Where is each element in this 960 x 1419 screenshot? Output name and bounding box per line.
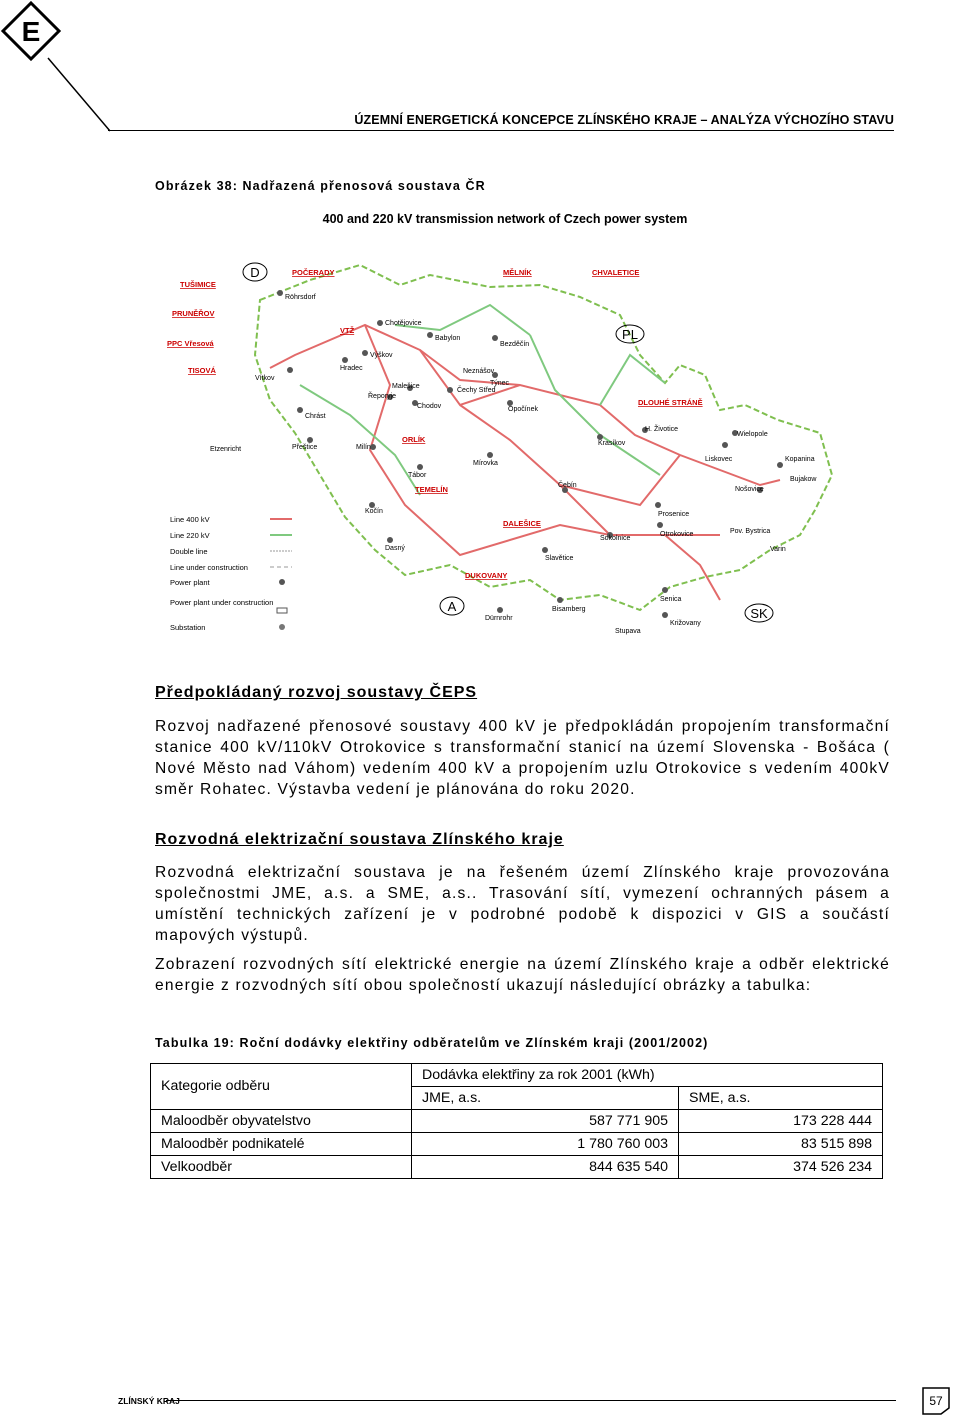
plant-label: DUKOVANY bbox=[465, 571, 508, 580]
row-category: Maloodběr obyvatelstvo bbox=[151, 1110, 412, 1133]
substation-label: Röhrsdorf bbox=[285, 294, 316, 301]
map-title: 400 and 220 kV transmission network of Czech power system bbox=[322, 212, 688, 226]
col-header-category: Kategorie odběru bbox=[151, 1064, 412, 1110]
substation-label: Opočínek bbox=[508, 406, 538, 413]
map-legend bbox=[170, 515, 292, 632]
row-category: Velkoodběr bbox=[151, 1156, 412, 1179]
legend-label: Double line bbox=[170, 547, 208, 556]
plant-label: PRUNĚŘOV bbox=[172, 309, 215, 318]
substation-label: Varin bbox=[770, 546, 786, 553]
substation-label: Výškov bbox=[370, 352, 393, 359]
substation-label: Slavětice bbox=[545, 555, 574, 562]
substation-label: Krasíkov bbox=[598, 440, 626, 447]
row-sme-value: 83 515 898 bbox=[679, 1133, 883, 1156]
header-slash-decoration bbox=[0, 0, 120, 135]
legend-label: Line 220 kV bbox=[170, 531, 210, 540]
substation-label: Chodov bbox=[417, 403, 442, 410]
legend-label: Power plant bbox=[170, 578, 210, 587]
substation-label: Řeporyje bbox=[368, 393, 397, 400]
legend-label: Substation bbox=[170, 623, 206, 632]
col-header-sme: SME, a.s. bbox=[679, 1087, 883, 1110]
legend-label: Line 400 kV bbox=[170, 515, 210, 524]
table-row bbox=[151, 1110, 883, 1133]
substation-label: Dasný bbox=[385, 545, 405, 552]
col-header-group: Dodávka elektřiny za rok 2001 (kWh) bbox=[412, 1064, 883, 1087]
figure-caption: Obrázek 38: Nadřazená přenosová soustava ČR bbox=[155, 179, 486, 193]
substation-label: Chotějovice bbox=[385, 320, 422, 327]
header-title: ÚZEMNÍ ENERGETICKÁ KONCEPCE ZLÍNSKÉHO KRAJE – ANALÝZA VÝCHOZÍHO STAVU bbox=[354, 113, 894, 127]
page-number: 57 bbox=[929, 1394, 943, 1408]
substation-label: Hradec bbox=[340, 365, 363, 372]
substation-label: Kočín bbox=[365, 508, 383, 515]
legend-label: Line under construction bbox=[170, 563, 248, 572]
footer-region-name: ZLÍNSKÝ KRAJ bbox=[118, 1396, 180, 1406]
substation-label: Babylon bbox=[435, 335, 461, 342]
substation-label: Dürnrohr bbox=[485, 615, 513, 622]
substation-label: H. Životice bbox=[645, 426, 679, 433]
substation-label: Pov. Bystrica bbox=[730, 528, 771, 535]
substation-label: Liskovec bbox=[705, 456, 733, 463]
substation-label: Wielopole bbox=[737, 431, 768, 438]
plant-label: VTŽ bbox=[340, 326, 355, 335]
country-sk: SK bbox=[750, 606, 768, 621]
substation-label: Mírovka bbox=[473, 460, 498, 467]
header-rule bbox=[108, 130, 894, 131]
substation-label: Malešice bbox=[392, 383, 420, 390]
paragraph-distribution-operators: Rozvodná elektrizační soustava je na řešeném území Zlínského kraje provozována společnostmi JME, a.s. a SME, a.s.. Trasování sítí, vymezení ochranných pásem a umístění technických zařízení je v podrobné podobě k dispozici v GIS a součástí mapových výstupů. bbox=[155, 864, 890, 944]
substation-label: Týnec bbox=[490, 380, 510, 387]
substation-label: Neznášov bbox=[463, 368, 495, 375]
row-sme-value: 173 228 444 bbox=[679, 1110, 883, 1133]
country-d: D bbox=[250, 265, 260, 280]
substation-label: Čebín bbox=[558, 482, 577, 489]
plant-label: DLOUHÉ STRÁNĚ bbox=[638, 398, 703, 407]
substation-label: Milín bbox=[356, 444, 371, 451]
row-jme-value: 1 780 760 003 bbox=[412, 1133, 679, 1156]
table-row bbox=[151, 1133, 883, 1156]
paragraph-distribution-figures: Zobrazení rozvodných sítí elektrické energie na území Zlínského kraje a odběr elektrické energie z rozvodných sítí obou společností ukazují následující obrázky a tabulka: bbox=[155, 956, 890, 994]
transmission-network-map bbox=[160, 205, 850, 645]
row-jme-value: 587 771 905 bbox=[412, 1110, 679, 1133]
plant-label: DALEŠICE bbox=[503, 519, 541, 528]
country-labels bbox=[243, 263, 773, 622]
plant-label: CHVALETICE bbox=[592, 268, 640, 277]
substation-label: Senica bbox=[660, 596, 682, 603]
plant-label: TEMELÍN bbox=[415, 485, 448, 494]
substation-label: Križovany bbox=[670, 620, 701, 627]
row-jme-value: 844 635 540 bbox=[412, 1156, 679, 1179]
substation-label: Prosenice bbox=[658, 511, 690, 518]
substation-label: Otrokovice bbox=[660, 531, 694, 538]
row-category: Maloodběr podnikatelé bbox=[151, 1133, 412, 1156]
section-heading-distribution: Rozvodná elektrizační soustava Zlínského kraje bbox=[155, 831, 564, 848]
substation-label: Kopanina bbox=[785, 456, 815, 463]
table-caption: Tabulka 19: Roční dodávky elektřiny odběratelům ve Zlínském kraji (2001/2002) bbox=[155, 1036, 709, 1050]
country-pl: PL bbox=[622, 327, 638, 342]
section-heading-ceps: Předpokládaný rozvoj soustavy ČEPS bbox=[155, 684, 478, 701]
substation-label: Bezděčín bbox=[500, 341, 530, 348]
plant-label: TISOVÁ bbox=[188, 366, 216, 375]
substation-label: Bisamberg bbox=[552, 606, 586, 613]
substation-label: Bujakow bbox=[790, 476, 817, 483]
paragraph-ceps-development: Rozvoj nadřazené přenosové soustavy 400 kV je předpokládán propojením transformační stanice 400 kV/110kV Otrokovice s transformační stanicí na území Slovenska - Bošáca ( Nové Město nad Váhom) vedením 400 kV a propojením uzlu Otrokovice s vedením 400kV směr Rohatec. Výstavba vedení je plánována do roku 2020. bbox=[155, 718, 890, 798]
substation-label: Vítkov bbox=[255, 375, 275, 382]
footer-rule bbox=[166, 1400, 896, 1401]
row-sme-value: 374 526 234 bbox=[679, 1156, 883, 1179]
substation-label: Stupava bbox=[615, 628, 641, 635]
logo-letter: E bbox=[21, 16, 41, 47]
col-header-jme: JME, a.s. bbox=[412, 1087, 679, 1110]
substation-label: Čechy Střed bbox=[457, 387, 496, 394]
plant-label: POČERADY bbox=[292, 268, 335, 277]
legend-label: Power plant under construction bbox=[170, 598, 274, 607]
substation-label: Tábor bbox=[408, 472, 427, 479]
substation-label: Nošovice bbox=[735, 486, 764, 493]
substation-label: Přeštice bbox=[292, 444, 318, 451]
substation-label: Etzenricht bbox=[210, 446, 242, 453]
plant-label: MĚLNÍK bbox=[503, 268, 532, 277]
substation-label: Sokolnice bbox=[600, 535, 631, 542]
substation-label: Chrást bbox=[305, 413, 326, 420]
plant-label: TUŠIMICE bbox=[180, 280, 216, 289]
electricity-supply-table bbox=[150, 1063, 883, 1179]
plant-label: PPC Vřesová bbox=[167, 339, 214, 348]
table-row bbox=[151, 1156, 883, 1179]
plant-label: ORLÍK bbox=[402, 435, 426, 444]
country-a: A bbox=[447, 599, 457, 614]
